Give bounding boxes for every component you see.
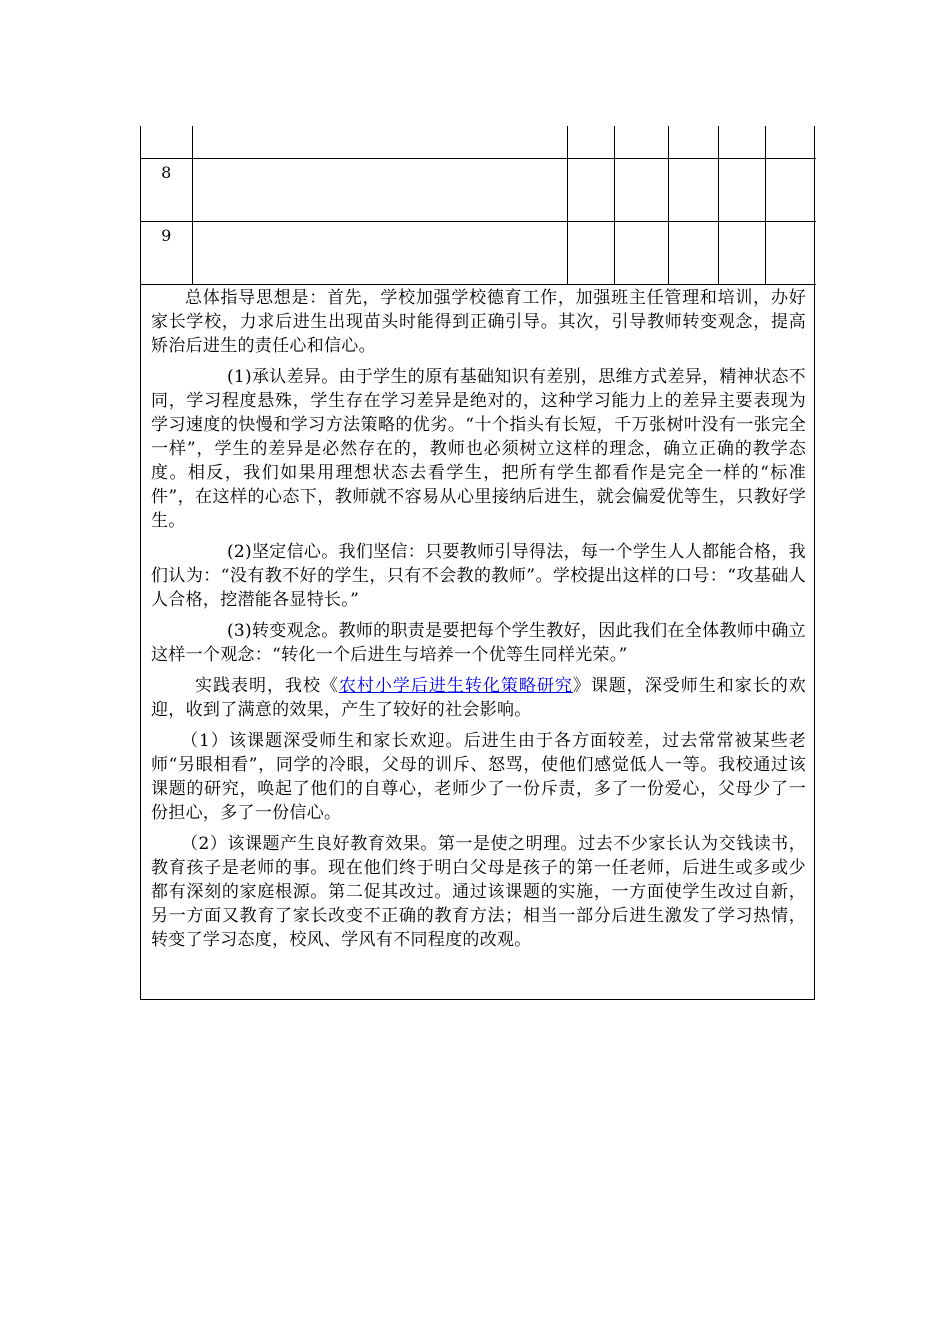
table-cell: [567, 158, 614, 221]
table-cell: [192, 221, 567, 284]
table-cell: [765, 221, 816, 284]
practice-text-after: 》课题，深受师生和家长的欢迎，收到了满意的效果，产生了较好的社会影响。: [151, 676, 806, 720]
row-number: 9: [141, 221, 192, 284]
table-cell: [718, 158, 765, 221]
summary-text-block: [141, 286, 814, 959]
table-cell: [567, 221, 614, 284]
paragraph-practice-shows: [151, 674, 806, 722]
table-cell: [668, 126, 718, 158]
table-cell: [718, 221, 765, 284]
table-cell: [567, 126, 614, 158]
paragraph-good-effect: （2）该课题产生良好教育效果。第一是使之明理。过去不少家长认为交钱读书，教育孩子是老师的事。现在他们终于明白父母是孩子的第一任老师，后进生或多或少都有深刻的家庭根源。第二促其改过。通过该课题的实施，一方面使学生改过自新，另一方面又教育了家长改变不正确的教育方法；相当一部分后进生激发了学习热情，转变了学习态度，校风、学风有不同程度的改观。: [151, 834, 806, 950]
paragraph-guiding-idea: 总体指导思想是：首先，学校加强学校德育工作，加强班主任管理和培训，办好家长学校，力求后进生出现苗头时能得到正确引导。其次，引导教师转变观念，提高矫治后进生的责任心和信心。: [151, 288, 806, 356]
record-table: [141, 126, 816, 285]
practice-text-before: 实践表明，我校《: [195, 676, 339, 696]
table-cell: [765, 158, 816, 221]
table-row: [141, 221, 816, 284]
row-number: [141, 126, 192, 158]
table-cell: [192, 158, 567, 221]
table-cell: [765, 126, 816, 158]
table-cell: [614, 126, 668, 158]
table-cell: [614, 221, 668, 284]
table-cell: [192, 126, 567, 158]
paragraph-welcomed: （1）该课题深受师生和家长欢迎。后进生由于各方面较差，过去常常被某些老师“另眼相看”，同学的冷眼，父母的训斥、怒骂，使他们感觉低人一等。我校通过该课题的研究，唤起了他们的自尊心，老师少了一份斥责，多了一份爱心，父母少了一份担心，多了一份信心。: [151, 731, 806, 823]
table-cell: [668, 158, 718, 221]
paragraph-change-concept: (3)转变观念。教师的职责是要把每个学生教好，因此我们在全体教师中确立这样一个观念：“转化一个后进生与培养一个优等生同样光荣。”: [151, 621, 806, 665]
row-number: 8: [141, 158, 192, 221]
document-frame: [140, 126, 815, 1000]
research-topic-link[interactable]: 农村小学后进生转化策略研究: [338, 676, 573, 696]
table-row: [141, 158, 816, 221]
paragraph-firm-confidence: (2)坚定信心。我们坚信：只要教师引导得法，每一个学生人人都能合格，我们认为：“没有教不好的学生，只有不会教的教师”。学校提出这样的口号：“攻基础人人合格，挖潜能各显特长。”: [151, 542, 806, 610]
table-row: [141, 126, 816, 158]
table-cell: [718, 126, 765, 158]
table-cell: [614, 158, 668, 221]
paragraph-acknowledge-difference: (1)承认差异。由于学生的原有基础知识有差别，思维方式差异，精神状态不同，学习程度悬殊，学生存在学习差异是绝对的，这种学习能力上的差异主要表现为学习速度的快慢和学习方法策略的优劣。“十个指头有长短，千万张树叶没有一张完全一样”，学生的差异是必然存在的，教师也必须树立这样的理念，确立正确的教学态度。相反，我们如果用理想状态去看学生，把所有学生都看作是完全一样的“标准件”，在这样的心态下，教师就不容易从心里接纳后进生，就会偏爱优等生，只教好学生。: [151, 367, 806, 531]
table-cell: [668, 221, 718, 284]
